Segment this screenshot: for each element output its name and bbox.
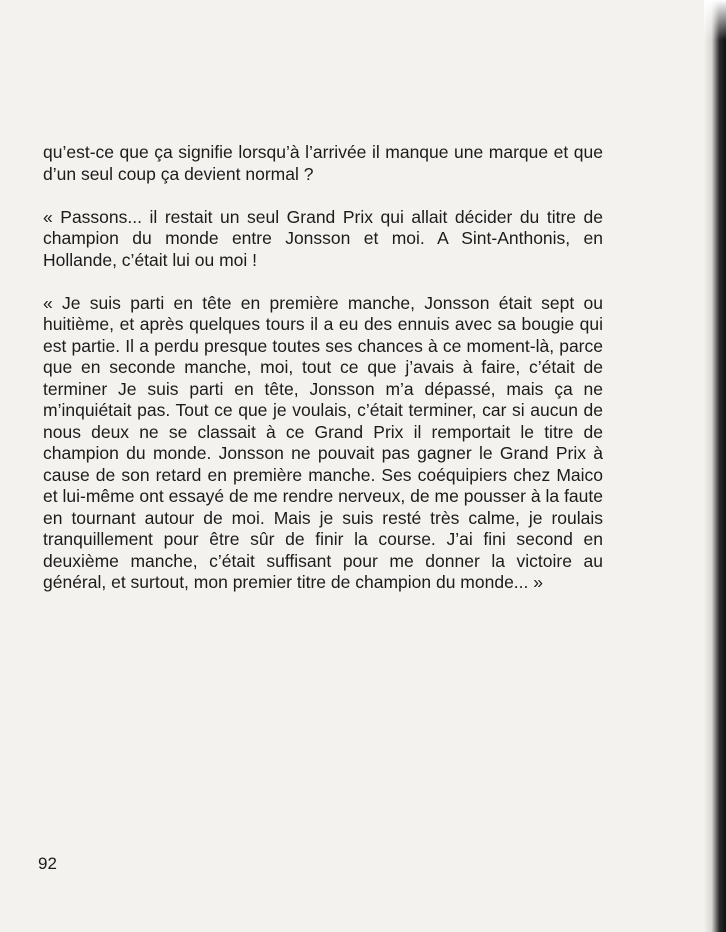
page-gutter-shadow xyxy=(704,0,726,932)
paragraph: qu’est-ce que ça signifie lorsqu’à l’arrivée il manque une marque et que d’un seul coup ça devient normal ? xyxy=(43,142,603,184)
paragraph: « Passons... il restait un seul Grand Prix qui allait décider du titre de champion du monde entre Jonsson et moi. A Sint-Anthonis, en Hollande, c’était lui ou moi ! xyxy=(43,206,603,270)
paragraph: « Je suis parti en tête en première manche, Jonsson était sept ou huitième, et après quelques tours il a eu des ennuis avec sa bougie qui est partie. Il a perdu presque toutes ses chances à ce moment-là, parce que en seconde manche, moi, tout ce que j’avais à faire, c’était de terminer Je suis parti en tête, Jonsson m’a dépassé, mais ça ne m’inquiétait pas. Tout ce que je voulais, c’était terminer, car si aucun de nous deux ne se classait à ce Grand Prix il remportait le titre de champion du monde. Jonsson ne pouvait pas gagner le Grand Prix à cause de son retard en première manche. Ses coéquipiers chez Maico et lui-même ont essayé de me rendre nerveux, de me pousser à la faute en tournant autour de moi. Mais je suis resté très calme, je roulais tranquillement pour être sûr de finir la course. J’ai fini second en deuxième manche, c’était suffisant pour me donner la victoire au général, et surtout, mon premier titre de champion du monde... » xyxy=(43,292,603,592)
page-corner-highlight xyxy=(704,0,726,40)
body-text xyxy=(43,142,603,615)
page-number: 92 xyxy=(38,854,57,873)
